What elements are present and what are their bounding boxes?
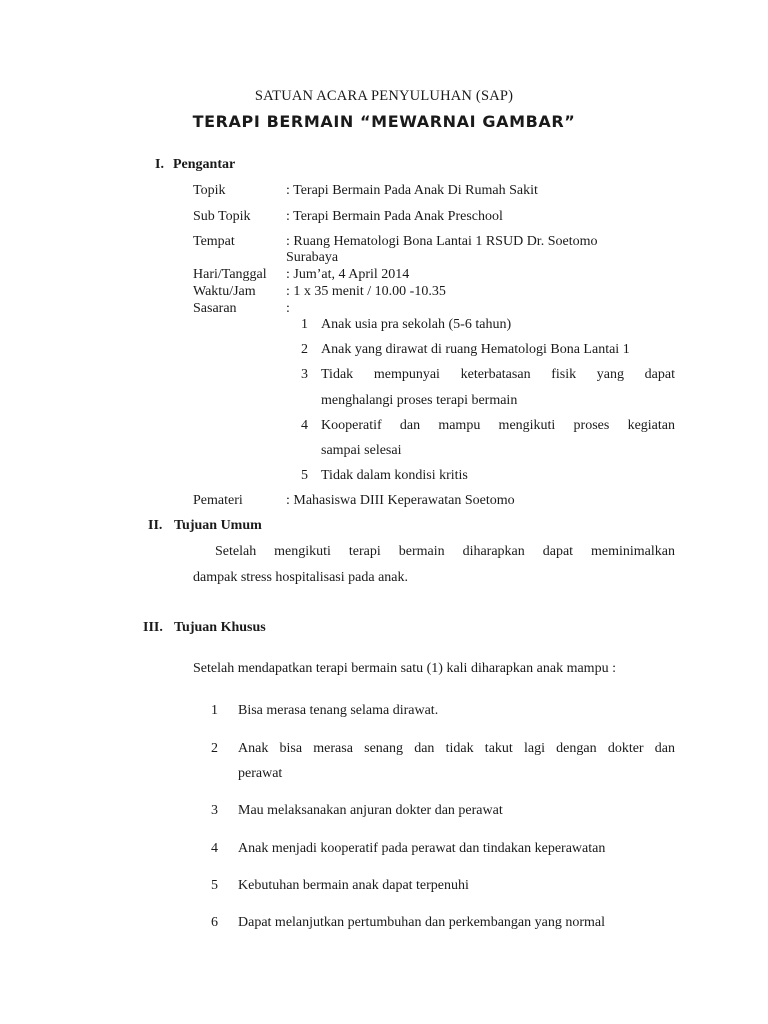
sasaran-number: 2 (301, 342, 308, 357)
tujuan-umum-text: Setelah mengikuti terapi bermain diharapkan dapat meminimalkan (215, 544, 675, 559)
row-sasaran-value: : (286, 301, 290, 316)
section-1-number: I. (155, 157, 164, 172)
sasaran-item: Kooperatif dan mampu mengikuti proses kegiatan (321, 418, 675, 433)
row-topik-label: Topik (193, 183, 226, 198)
section-2-heading: Tujuan Umum (174, 518, 262, 533)
row-tempat-value: : Ruang Hematologi Bona Lantai 1 RSUD Dr. Soetomo (286, 234, 598, 249)
tujuan-item: Anak menjadi kooperatif pada perawat dan tindakan keperawatan (238, 841, 606, 856)
row-waktu-value: : 1 x 35 menit / 10.00 -10.35 (286, 284, 446, 299)
sasaran-item: Tidak dalam kondisi kritis (321, 468, 468, 483)
section-2-number: II. (148, 518, 163, 533)
tujuan-item: Kebutuhan bermain anak dapat terpenuhi (238, 878, 469, 893)
sasaran-item: Anak usia pra sekolah (5-6 tahun) (321, 317, 512, 332)
tujuan-item: Anak bisa merasa senang dan tidak takut lagi dengan dokter dan (238, 741, 675, 756)
section-3-number: III. (143, 620, 163, 635)
tujuan-number: 5 (211, 878, 218, 893)
sasaran-item: Tidak mempunyai keterbatasan fisik yang dapat (321, 367, 675, 382)
section-1-heading: Pengantar (173, 157, 236, 172)
row-topik-value: : Terapi Bermain Pada Anak Di Rumah Sakit (286, 183, 538, 198)
sasaran-item: Anak yang dirawat di ruang Hematologi Bona Lantai 1 (321, 342, 630, 357)
tujuan-item: Mau melaksanakan anjuran dokter dan perawat (238, 803, 503, 818)
sasaran-item-cont: sampai selesai (321, 443, 402, 458)
row-hari-value: : Jum’at, 4 April 2014 (286, 267, 410, 282)
sasaran-number: 4 (301, 418, 308, 433)
row-subtopik-value: : Terapi Bermain Pada Anak Preschool (286, 209, 503, 224)
tujuan-item-cont: perawat (238, 766, 283, 781)
tujuan-item: Dapat melanjutkan pertumbuhan dan perkembangan yang normal (238, 915, 605, 930)
tujuan-umum-text-cont: dampak stress hospitalisasi pada anak. (193, 570, 409, 585)
tujuan-number: 2 (211, 741, 218, 756)
row-hari-label: Hari/Tanggal (193, 267, 267, 282)
row-pemateri-label: Pemateri (193, 493, 243, 508)
document-subtitle: TERAPI BERMAIN “MEWARNAI GAMBAR” (192, 112, 576, 131)
row-tempat-value-cont: Surabaya (286, 250, 339, 265)
tujuan-khusus-intro: Setelah mendapatkan terapi bermain satu (1) kali diharapkan anak mampu : (193, 661, 616, 676)
sasaran-number: 5 (301, 468, 308, 483)
row-tempat-label: Tempat (193, 234, 235, 249)
sasaran-number: 3 (301, 367, 308, 382)
row-subtopik-label: Sub Topik (193, 209, 251, 224)
tujuan-item: Bisa merasa tenang selama dirawat. (238, 703, 439, 718)
section-3-heading: Tujuan Khusus (174, 620, 266, 635)
sasaran-item-cont: menghalangi proses terapi bermain (321, 393, 518, 408)
tujuan-number: 1 (211, 703, 218, 718)
tujuan-number: 6 (211, 915, 218, 930)
row-pemateri-value: : Mahasiswa DIII Keperawatan Soetomo (286, 493, 515, 508)
row-waktu-label: Waktu/Jam (193, 284, 256, 299)
document-title: SATUAN ACARA PENYULUHAN (SAP) (254, 88, 514, 104)
row-sasaran-label: Sasaran (193, 301, 237, 316)
sasaran-number: 1 (301, 317, 308, 332)
tujuan-number: 3 (211, 803, 218, 818)
tujuan-number: 4 (211, 841, 218, 856)
